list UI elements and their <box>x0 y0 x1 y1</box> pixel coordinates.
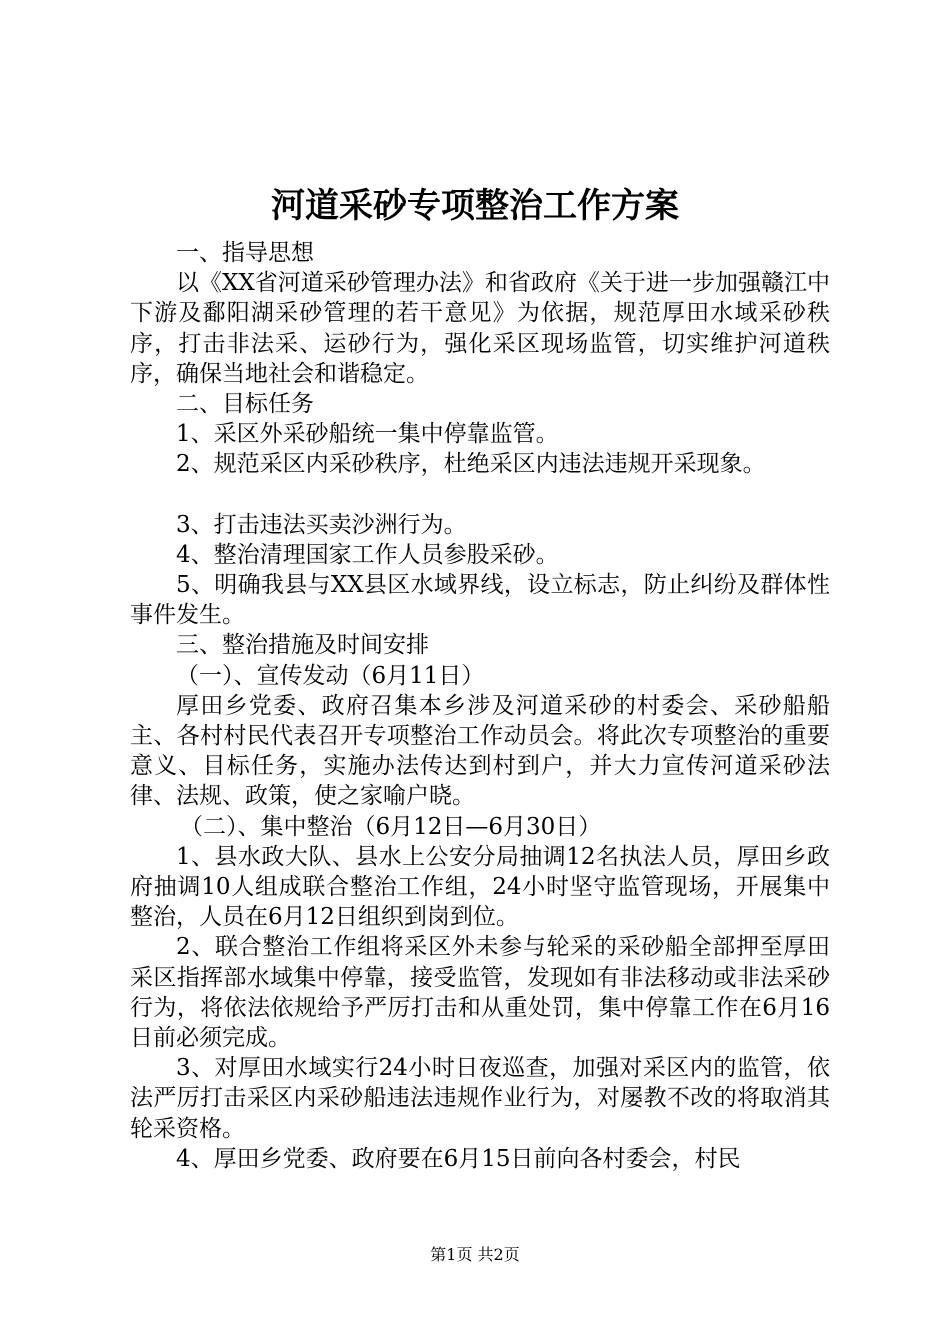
section-heading-guiding-ideology: 一、指导思想 <box>176 240 314 266</box>
list-item-goal-2: 2、规范采区内采砂秩序，杜绝采区内违法违规开采现象。 <box>176 451 766 478</box>
subsection-heading-rectification: （二）、集中整治（6月12日—6月30日） <box>180 813 602 840</box>
document-title: 河道采砂专项整治工作方案 <box>271 186 679 226</box>
list-item-goal-5: 5、明确我县与XX县区水域界线，设立标志，防止纠纷及群体性事件发生。 <box>130 572 830 629</box>
list-item-measure-1: 1、县水政大队、县水上公安分局抽调12名执法人员，厚田乡政府抽调10人组成联合整治工作组，24小时坚守监管现场，开展集中整治，人员在6月12日组织到岗到位。 <box>130 843 830 931</box>
list-item-goal-1: 1、采区外采砂船统一集中停靠监管。 <box>176 421 559 448</box>
page-footer: 第1页 共2页 <box>430 1245 520 1264</box>
list-item-measure-4: 4、厚田乡党委、政府要在6月15日前向各村委会，村民 <box>176 1145 741 1172</box>
section-heading-goals: 二、目标任务 <box>176 391 314 418</box>
list-item-goal-3: 3、打击违法买卖沙洲行为。 <box>176 511 467 538</box>
document-body <box>130 238 830 1174</box>
list-item-measure-3: 3、对厚田水域实行24小时日夜巡查，加强对采区内的监管，依法严厉打击采区内采砂船违法违规作业行为，对屡教不改的将取消其轮采资格。 <box>130 1055 830 1142</box>
section-heading-measures: 三、整治措施及时间安排 <box>176 632 429 659</box>
list-item-measure-2: 2、联合整治工作组将采区外未参与轮采的采砂船全部押至厚田采区指挥部水域集中停靠，接受监管，发现如有非法移动或非法采砂行为，将依法依规给予严厉打击和从重处罚，集中停靠工作在6月16日前必须完成。 <box>130 934 830 1052</box>
list-item-goal-4: 4、整治清理国家工作人员参股采砂。 <box>176 541 559 568</box>
subsection-heading-publicity: （一）、宣传发动（6月11日） <box>176 662 485 689</box>
paragraph-publicity: 厚田乡党委、政府召集本乡涉及河道采砂的村委会、采砂船船主、各村村民代表召开专项整治工作动员会。将此次专项整治的重要意义、目标任务，实施办法传达到村到户，并大力宣传河道采砂法律、法规、政策，使之家喻户晓。 <box>130 692 830 810</box>
paragraph-guiding-ideology: 以《XX省河道采砂管理办法》和省政府《关于进一步加强赣江中下游及鄱阳湖采砂管理的若干意见》为依据，规范厚田水域采砂秩序，打击非法采、运砂行为，强化采区现场监管，切实维护河道秩序，确保当地社会和谐稳定。 <box>130 270 830 387</box>
